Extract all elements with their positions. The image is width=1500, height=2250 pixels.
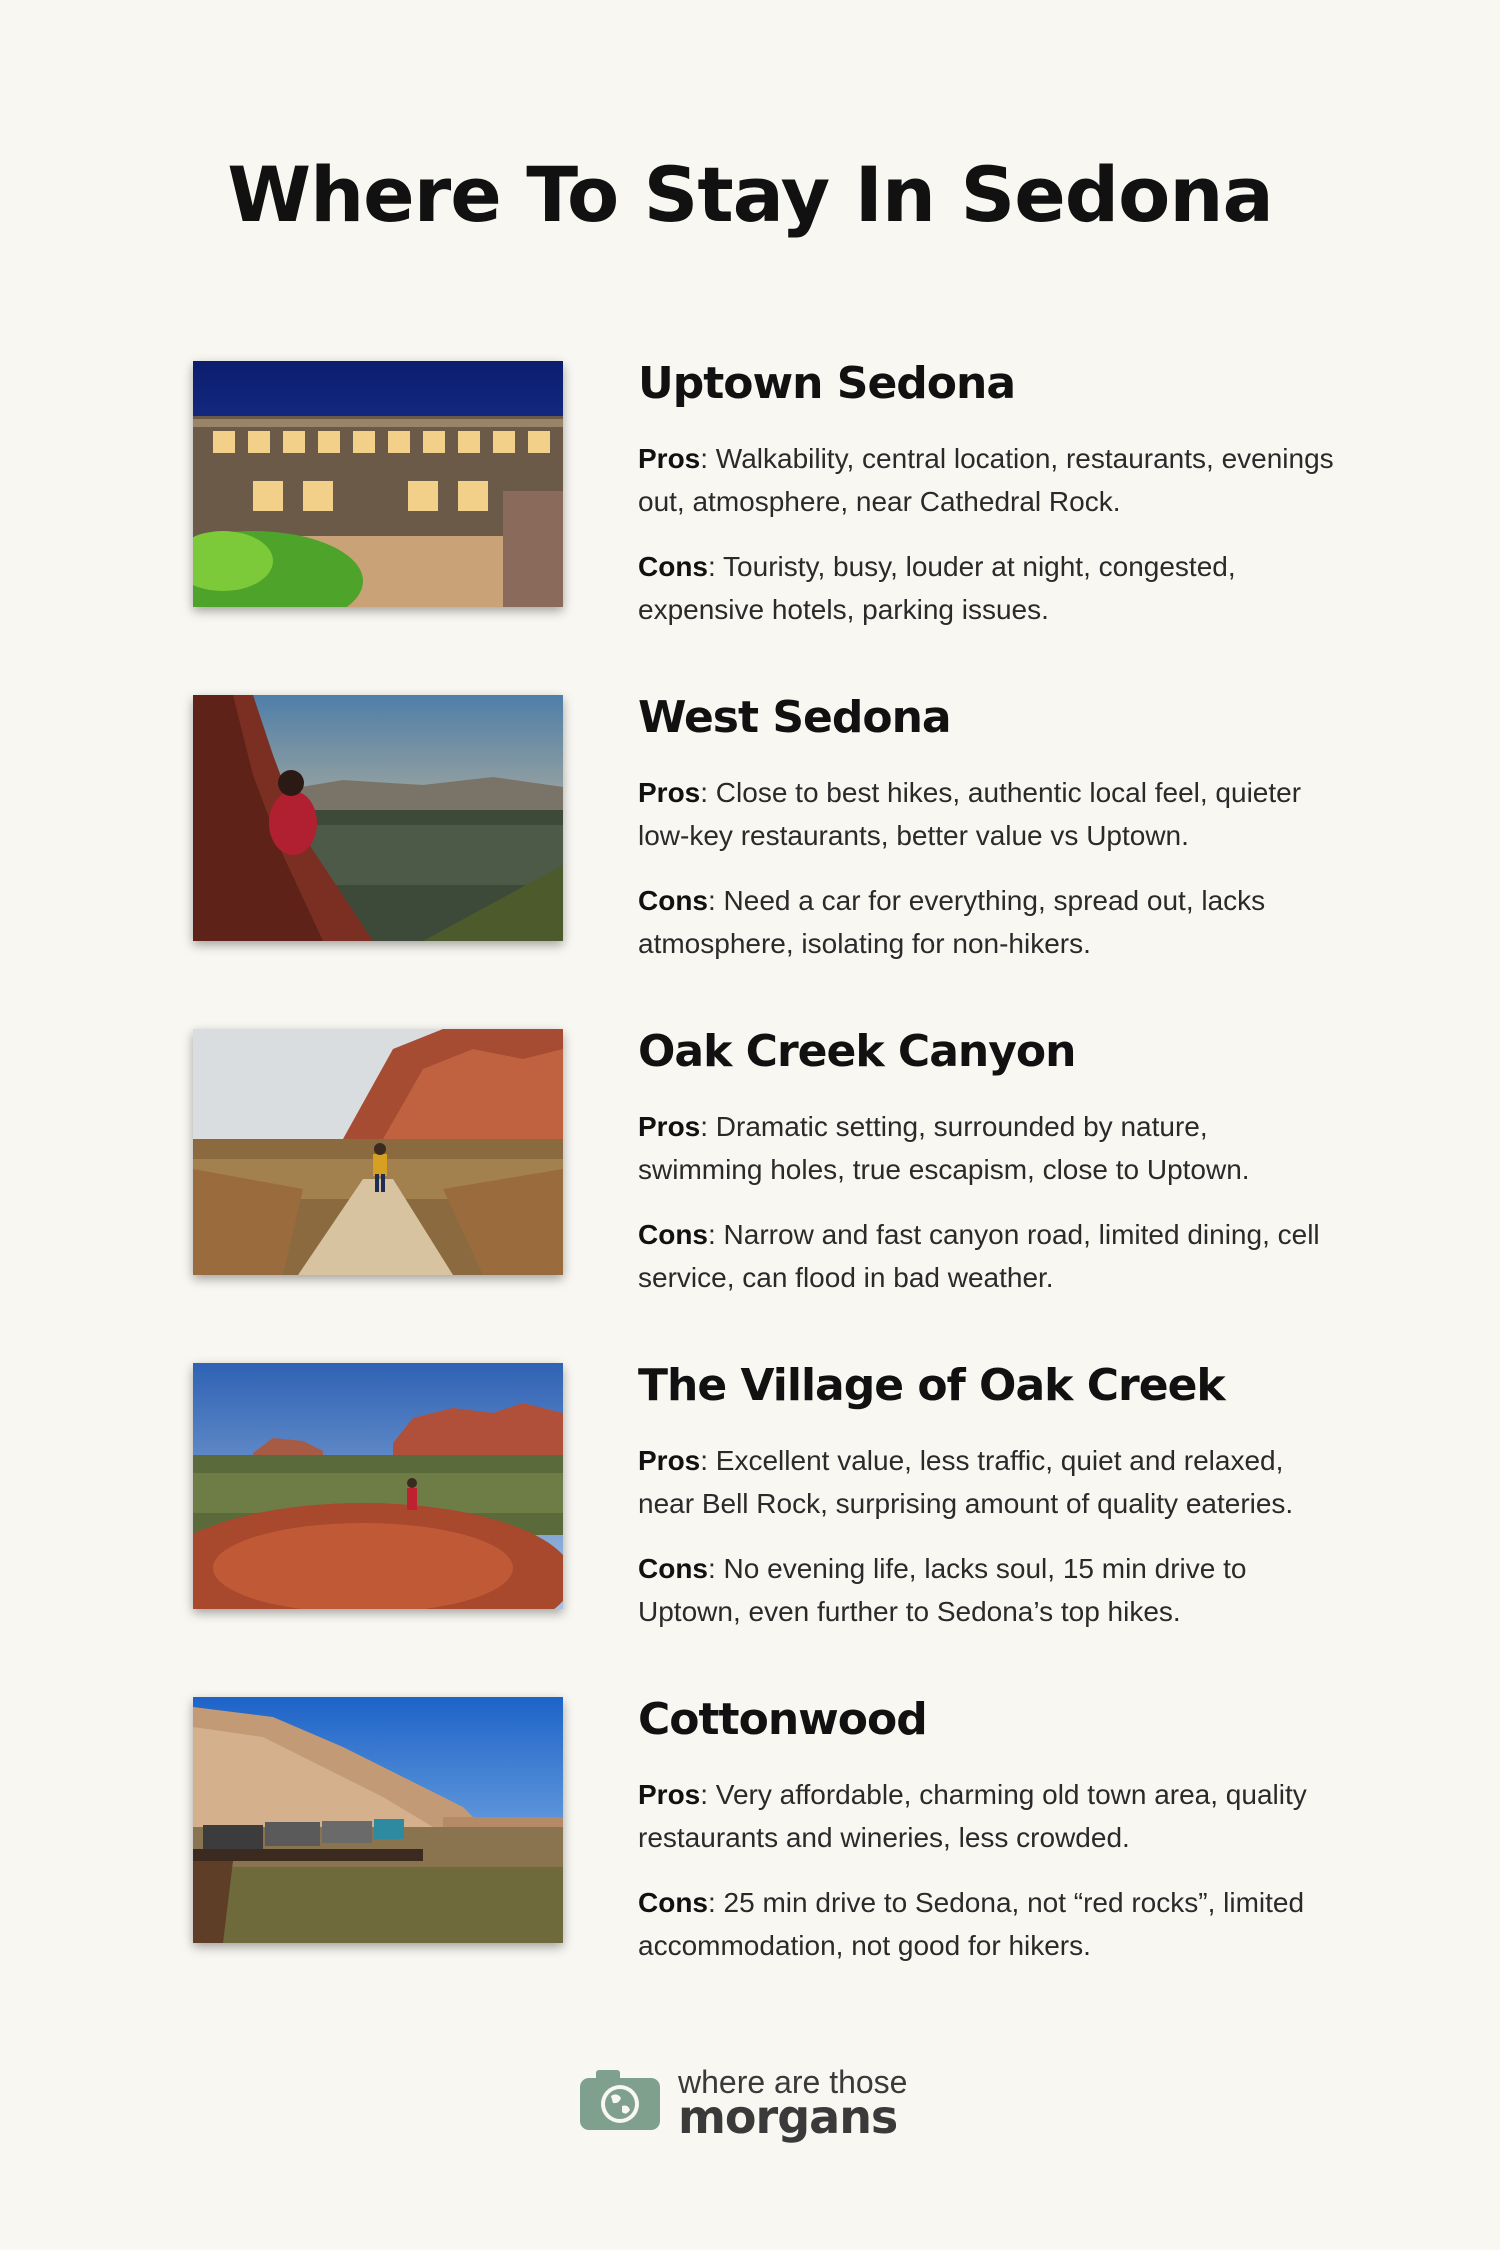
cons-value: : Touristy, busy, louder at night, congested, expensive hotels, parking issues. <box>638 551 1236 625</box>
cons-text <box>638 1547 1338 1633</box>
camera-globe-icon <box>580 2068 660 2130</box>
cons-value: : Need a car for everything, spread out, lacks atmosphere, isolating for non-hikers. <box>638 885 1266 959</box>
cons-label: Cons <box>638 1553 708 1584</box>
cons-label: Cons <box>638 1887 708 1918</box>
cons-label: Cons <box>638 1219 708 1250</box>
uptown-sedona-photo <box>193 361 563 607</box>
area-village-of-oak-creek <box>0 1360 1500 1627</box>
area-uptown-sedona <box>0 358 1500 625</box>
pros-text <box>638 437 1338 523</box>
area-name: The Village of Oak Creek <box>638 1360 1225 1411</box>
pros-value: : Walkability, central location, restaurants, evenings out, atmosphere, near Cathedral Rock. <box>638 443 1334 517</box>
cottonwood-photo <box>193 1697 563 1943</box>
brand-logo <box>580 2062 940 2142</box>
pros-label: Pros <box>638 1111 701 1142</box>
west-sedona-photo <box>193 695 563 941</box>
village-of-oak-creek-photo <box>193 1363 563 1609</box>
pros-value: : Close to best hikes, authentic local feel, quieter low-key restaurants, better value vs Uptown. <box>638 777 1302 851</box>
cons-text <box>638 1881 1338 1967</box>
area-name: West Sedona <box>638 692 951 743</box>
pros-value: : Dramatic setting, surrounded by nature, swimming holes, true escapism, close to Uptown. <box>638 1111 1250 1185</box>
page-title: Where To Stay In Sedona <box>227 150 1273 239</box>
area-name: Cottonwood <box>638 1694 927 1745</box>
pros-text <box>638 1773 1338 1859</box>
oak-creek-canyon-photo <box>193 1029 563 1275</box>
pros-text <box>638 1105 1338 1191</box>
cons-label: Cons <box>638 885 708 916</box>
pros-value: : Very affordable, charming old town area, quality restaurants and wineries, less crowded. <box>638 1779 1307 1853</box>
pros-text <box>638 771 1338 857</box>
cons-value: : Narrow and fast canyon road, limited dining, cell service, can flood in bad weather. <box>638 1219 1320 1293</box>
cons-text <box>638 1213 1338 1299</box>
cons-value: : 25 min drive to Sedona, not “red rocks”, limited accommodation, not good for hikers. <box>638 1887 1305 1961</box>
pros-label: Pros <box>638 777 701 808</box>
logo-text-small: where are those <box>678 2064 908 2100</box>
area-name: Uptown Sedona <box>638 358 1016 409</box>
area-name: Oak Creek Canyon <box>638 1026 1076 1077</box>
pros-label: Pros <box>638 443 701 474</box>
cons-label: Cons <box>638 551 708 582</box>
area-cottonwood <box>0 1694 1500 1961</box>
pros-label: Pros <box>638 1445 701 1476</box>
cons-text <box>638 545 1338 631</box>
area-oak-creek-canyon <box>0 1026 1500 1293</box>
cons-text <box>638 879 1338 965</box>
pros-value: : Excellent value, less traffic, quiet and relaxed, near Bell Rock, surprising amount of quality eateries. <box>638 1445 1294 1519</box>
cons-value: : No evening life, lacks soul, 15 min drive to Uptown, even further to Sedona’s top hikes. <box>638 1553 1247 1627</box>
pros-text <box>638 1439 1338 1525</box>
logo-text-big: morgans <box>678 2090 898 2144</box>
area-west-sedona <box>0 692 1500 959</box>
pros-label: Pros <box>638 1779 701 1810</box>
